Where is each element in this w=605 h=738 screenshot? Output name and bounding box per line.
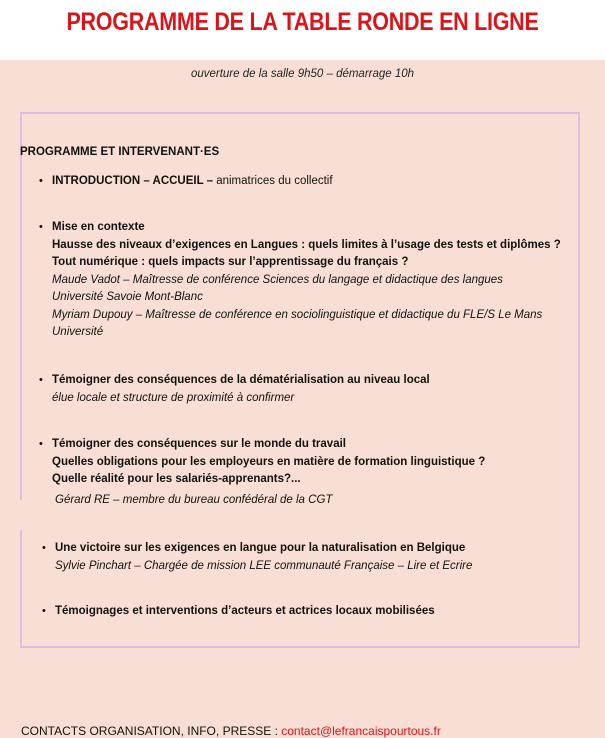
speaker-line: Maude Vadot – Maîtresse de conférence Sciences du langage et didactique des langues [52, 273, 503, 286]
bullet-icon: • [42, 542, 46, 554]
program-item-work [39, 436, 486, 509]
bullet-icon: • [42, 605, 46, 617]
item-subtitle: animatrices du collectif [213, 175, 333, 187]
speaker-line: Université Savoie Mont-Blanc [52, 291, 203, 303]
program-item-introduction [39, 173, 333, 191]
item-title: Une victoire sur les exigences en langue pour la naturalisation en Belgique [55, 542, 466, 554]
bullet-icon: • [39, 374, 43, 386]
page-title: PROGRAMME DE LA TABLE RONDE EN LIGNE [66, 8, 539, 36]
frame-gap [18, 500, 26, 530]
item-title: Témoigner des conséquences de la dématérialisation au niveau local [52, 374, 430, 386]
contacts-label: CONTACTS ORGANISATION, INFO, PRESSE : [21, 724, 282, 738]
speaker-line: Sylvie Pinchart – Chargée de mission LEE communauté Française – Lire et Ecrire [55, 559, 473, 572]
program-item-context [39, 219, 561, 342]
item-question: Quelles obligations pour les employeurs en matière de formation linguistique ? [52, 455, 486, 468]
speaker-line: Myriam Dupouy – Maîtresse de conférence en sociolinguistique et didactique du FLE/S Le Mans [52, 308, 543, 321]
item-question: Quelle réalité pour les salariés-apprenants?... [52, 473, 301, 485]
bullet-icon: • [39, 221, 43, 233]
section-heading: PROGRAMME ET INTERVENANT·ES [20, 146, 220, 158]
bullet-icon: • [39, 438, 43, 450]
item-title: Témoignages et interventions d’acteurs et actrices locaux mobilisées [55, 605, 435, 617]
contacts-line [21, 724, 441, 738]
item-question: Hausse des niveaux d’exigences en Langues : quels limites à l’usage des tests et diplômes ? [52, 238, 561, 251]
program-item-testimonies [42, 603, 435, 621]
speaker-line: Gérard RE – membre du bureau confédéral de la CGT [55, 493, 333, 506]
contact-email-link[interactable]: contact@lefrancaispourtous.fr [281, 724, 441, 738]
item-title: Témoigner des conséquences sur le monde du travail [52, 438, 346, 450]
schedule-line: ouverture de la salle 9h50 – démarrage 10h [190, 68, 415, 80]
bullet-icon: • [39, 175, 43, 187]
speaker-line: élue locale et structure de proximité à confirmer [52, 391, 295, 404]
item-question: Tout numérique : quels impacts sur l’apprentissage du français ? [52, 256, 409, 268]
speaker-line: Université [52, 326, 104, 338]
program-item-belgium [42, 540, 473, 575]
item-title: INTRODUCTION – ACCUEIL – [52, 175, 214, 187]
item-title: Mise en contexte [52, 221, 145, 233]
program-item-local [39, 372, 430, 407]
